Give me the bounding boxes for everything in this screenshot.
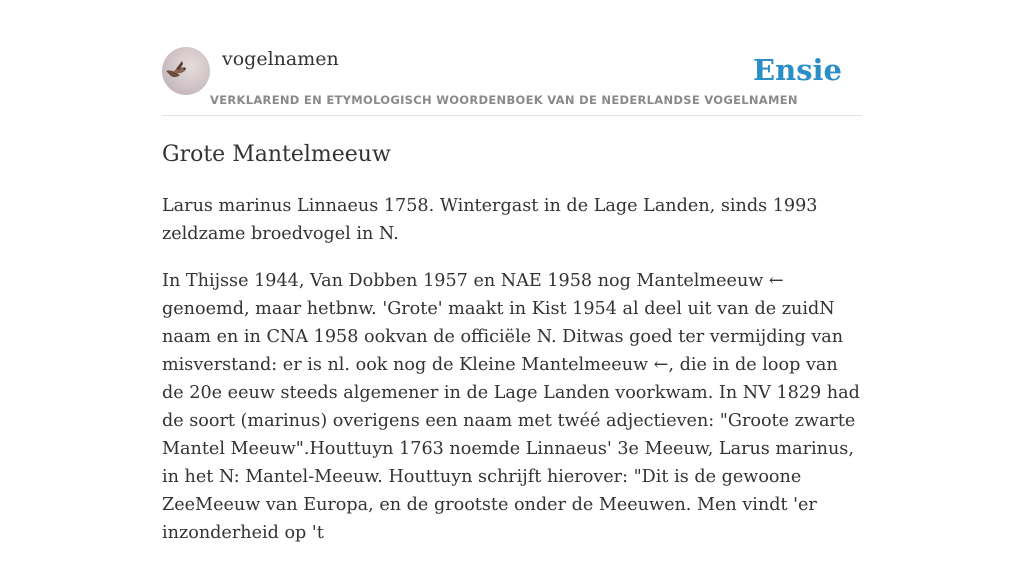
site-name[interactable]: vogelnamen [222, 48, 339, 70]
entry-title: Grote Mantelmeeuw [162, 142, 391, 167]
header-divider [162, 115, 862, 116]
entry-paragraph: Larus marinus Linnaeus 1758. Wintergast in de Lage Landen, sinds 1993 zeldzame broedvogel in N. [162, 196, 818, 244]
entry-paragraph: In Thijsse 1944, Van Dobben 1957 en NAE 1958 nog Mantelmeeuw ← genoemd, maar hetbnw. 'Grote' maakt in Kist 1954 al deel uit van de zuidN naam en in CNA 1958 ookvan de officiële N. Ditwas goed ter vermijding van misverstand: er is nl. ook nog de Kleine Mantelmeeuw ←, die in de loop van de 20e eeuw steeds algemener in de Lage Landen voorkwam. In NV 1829 had de soort (marinus) overigens een naam met twéé adjectieven: "Groote zwarte Mantel Meeuw".Houttuyn 1763 noemde Linnaeus' 3e Meeuw, Larus marinus, in het N: Mantel-Meeuw. Houttuyn schrijft hierover: "Dit is de gewoone ZeeMeeuw van Europa, en de grootste onder de Meeuwen. Men vindt 'er inzonderheid op 't [162, 271, 860, 543]
brand-logo[interactable]: Ensie [753, 53, 842, 87]
avatar[interactable] [162, 47, 210, 95]
entry-content [162, 192, 862, 566]
site-header [162, 46, 862, 116]
bird-photo-icon [162, 47, 210, 95]
site-subtitle: VERKLAREND EN ETYMOLOGISCH WOORDENBOEK VAN DE NEDERLANDSE VOGELNAMEN [210, 93, 798, 107]
